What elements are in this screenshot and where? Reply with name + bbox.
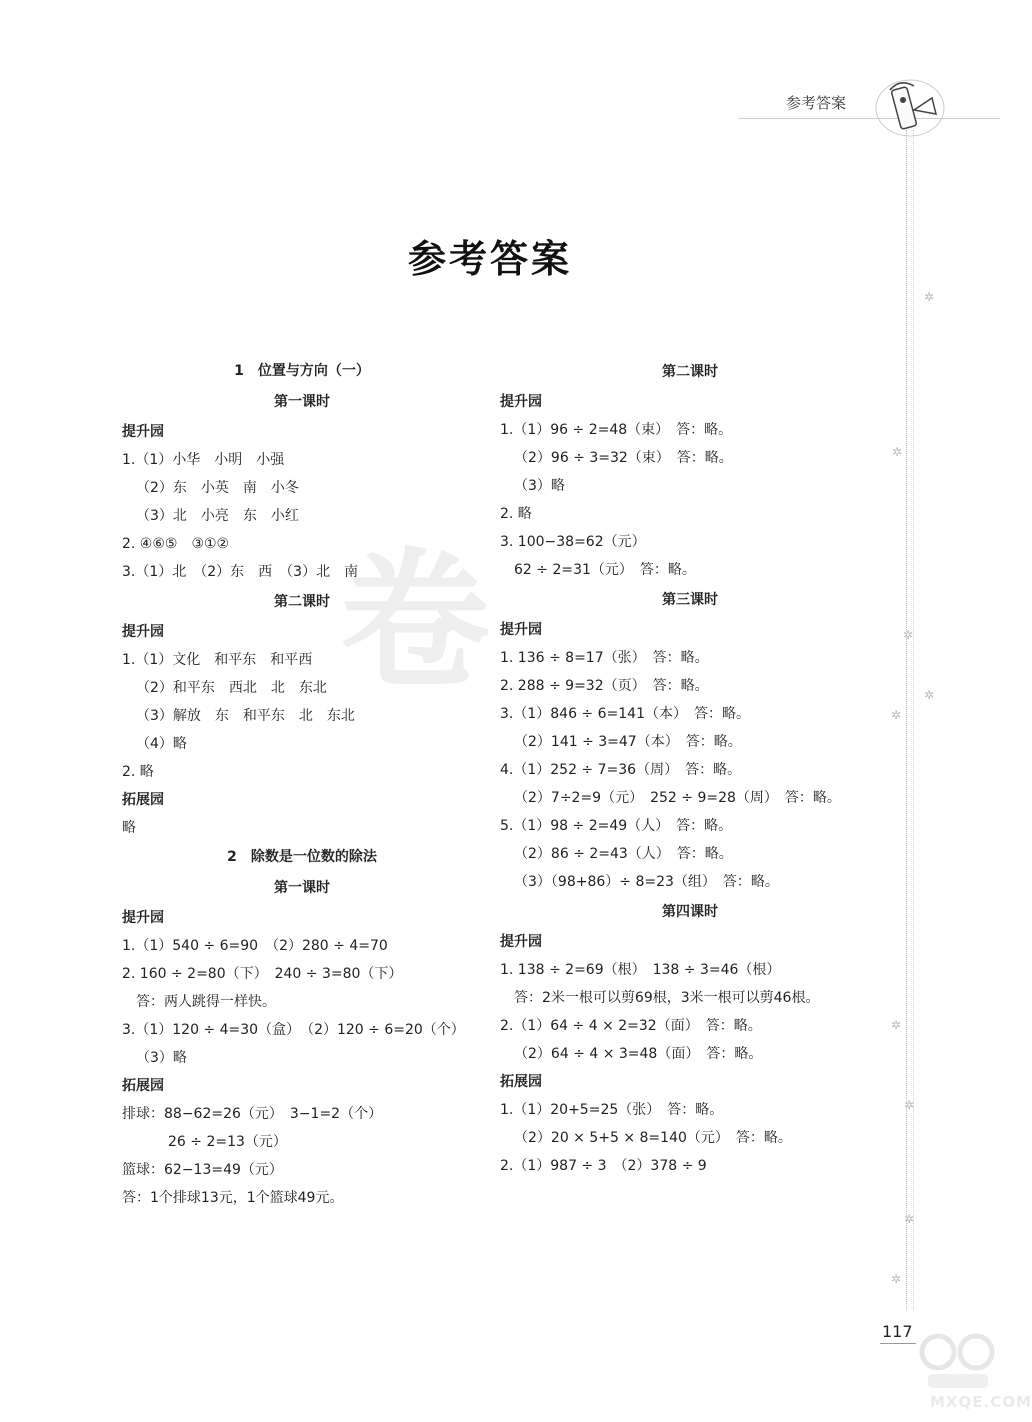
part-label: 提升园 [122, 424, 164, 440]
answer-line: 3.（1）120 ÷ 4=30（盒） （2）120 ÷ 6=20（个） [122, 1022, 465, 1038]
watermark-logo-icon [918, 1330, 998, 1400]
answer-line: 2. ④⑥⑤ ③①② [122, 536, 230, 552]
answer-line: 略 [122, 820, 136, 836]
star-icon: ✲ [924, 290, 935, 304]
answer-line: 3.（1）北 （2）东 西 （3）北 南 [122, 564, 359, 580]
answer-line: 2. 略 [500, 506, 532, 522]
answer-line: 1.（1）文化 和平东 和平西 [122, 652, 313, 668]
answer-line: 1.（1）20+5=25（张） 答：略。 [500, 1102, 724, 1118]
part-label: 拓展园 [500, 1074, 542, 1090]
answer-line: 1. 138 ÷ 2=69（根） 138 ÷ 3=46（根） [500, 962, 781, 978]
answer-line-indented: （3）略 [514, 478, 565, 494]
answer-line: 5.（1）98 ÷ 2=49（人） 答：略。 [500, 818, 733, 834]
answer-line: 1.（1）96 ÷ 2=48（束） 答：略。 [500, 422, 733, 438]
star-icon: ✲ [904, 1098, 915, 1112]
answer-line: 4.（1）252 ÷ 7=36（周） 答：略。 [500, 762, 742, 778]
answer-line: 3.（1）846 ÷ 6=141（本） 答：略。 [500, 706, 750, 722]
answer-line: 1.（1）小华 小明 小强 [122, 452, 285, 468]
star-icon: ✲ [891, 1018, 902, 1032]
part-label: 拓展园 [122, 792, 164, 808]
answer-line-indented: （2）86 ÷ 2=43（人） 答：略。 [514, 846, 733, 862]
part-label: 提升园 [500, 394, 542, 410]
answer-line-indented: 答：两人跳得一样快。 [136, 994, 276, 1010]
margin-dotted-line [913, 130, 914, 1310]
answer-line: 篮球：62−13=49（元） [122, 1162, 283, 1178]
background-seal: 卷 [340, 533, 491, 709]
section-heading: 1 位置与方向（一） [234, 363, 370, 379]
star-icon: ✲ [891, 1272, 902, 1286]
answer-line-indented: （3）（98+86）÷ 8=23（组） 答：略。 [514, 874, 779, 890]
cartoon-pencil-icon [870, 70, 950, 140]
page-number-rule [880, 1343, 916, 1344]
right-column [500, 356, 880, 1180]
lesson-heading: 第一课时 [274, 880, 330, 896]
answer-line-indented: （2）20 × 5+5 × 8=140（元） 答：略。 [514, 1130, 792, 1146]
part-label: 提升园 [500, 622, 542, 638]
part-label: 拓展园 [122, 1078, 164, 1094]
section-heading: 2 除数是一位数的除法 [227, 849, 377, 865]
answer-line: 2.（1）987 ÷ 3 （2）378 ÷ 9 [500, 1158, 707, 1174]
answer-line-indented: （3）略 [136, 1050, 187, 1066]
answer-line-indented: （2）64 ÷ 4 × 3=48（面） 答：略。 [514, 1046, 763, 1062]
lesson-heading: 第四课时 [662, 904, 718, 920]
star-icon: ✲ [904, 1212, 915, 1226]
answer-line-indented: 62 ÷ 2=31（元） 答：略。 [514, 562, 696, 578]
answer-line: 1. 136 ÷ 8=17（张） 答：略。 [500, 650, 709, 666]
star-icon: ✲ [892, 445, 903, 459]
watermark-text: MXQE.COM [930, 1393, 1032, 1411]
answer-line: 2. 288 ÷ 9=32（页） 答：略。 [500, 678, 709, 694]
answer-line: 2. 略 [122, 764, 154, 780]
answer-line: 3. 100−38=62（元） [500, 534, 646, 550]
answer-line-indented: （4）略 [136, 736, 187, 752]
lesson-heading: 第三课时 [662, 592, 718, 608]
margin-dotted-line [906, 130, 907, 1310]
answer-line: 答：1个排球13元，1个篮球49元。 [122, 1190, 344, 1206]
star-icon: ✲ [924, 688, 935, 702]
answer-line: 排球：88−62=26（元） 3−1=2（个） [122, 1106, 383, 1122]
answer-line: 1.（1）540 ÷ 6=90 （2）280 ÷ 4=70 [122, 938, 388, 954]
part-label: 提升园 [500, 934, 542, 950]
answer-line-indented: 26 ÷ 2=13（元） [168, 1134, 287, 1150]
answer-line-indented: （2）96 ÷ 3=32（束） 答：略。 [514, 450, 733, 466]
answer-line-indented: （3）北 小亮 东 小红 [136, 508, 299, 524]
part-label: 提升园 [122, 624, 164, 640]
lesson-heading: 第二课时 [274, 594, 330, 610]
star-icon: ✲ [903, 628, 914, 642]
page-number: 117 [882, 1322, 913, 1341]
answer-line: 2. 160 ÷ 2=80（下） 240 ÷ 3=80（下） [122, 966, 403, 982]
lesson-heading: 第二课时 [662, 364, 718, 380]
page-title: 参考答案 [407, 236, 572, 281]
running-header: 参考答案 [786, 94, 847, 112]
lesson-heading: 第一课时 [274, 394, 330, 410]
answer-line: 2.（1）64 ÷ 4 × 2=32（面） 答：略。 [500, 1018, 762, 1034]
answer-line-indented: （2）和平东 西北 北 东北 [136, 680, 327, 696]
answer-line-indented: 答：2米一根可以剪69根，3米一根可以剪46根。 [514, 990, 820, 1006]
header-rule [738, 118, 1000, 119]
left-column [122, 356, 482, 1212]
star-icon: ✲ [891, 708, 902, 722]
answer-line-indented: （3）解放 东 和平东 北 东北 [136, 708, 355, 724]
part-label: 提升园 [122, 910, 164, 926]
answer-line-indented: （2）东 小英 南 小冬 [136, 480, 299, 496]
answer-line-indented: （2）141 ÷ 3=47（本） 答：略。 [514, 734, 742, 750]
answer-line-indented: （2）7÷2=9（元） 252 ÷ 9=28（周） 答：略。 [514, 790, 841, 806]
